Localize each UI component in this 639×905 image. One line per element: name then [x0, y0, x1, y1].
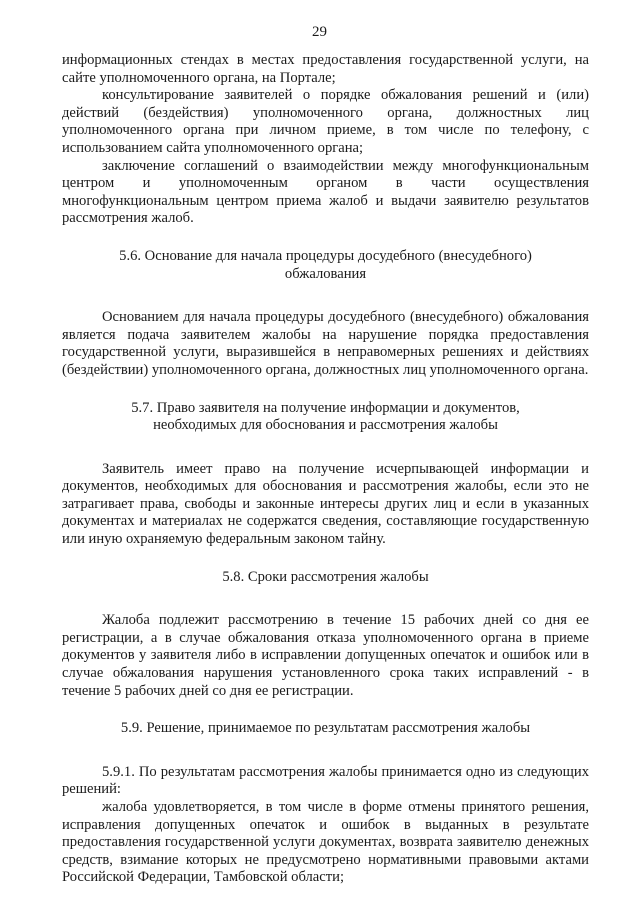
page-number: 29: [312, 24, 327, 40]
paragraph-agreements: заключение соглашений о взаимодействии между многофункциональным центром и уполномоченным органом в части осуществления многофункциональным центром приема жалоб и выдачи заявителю результатов рассмотрения жалоб.: [62, 157, 589, 227]
heading-5-7: 5.7. Право заявителя на получение информации и документов, необходимых для обоснования и рассмотрения жалобы: [131, 399, 520, 434]
paragraph-5-9-1-satisfied: жалоба удовлетворяется, в том числе в форме отмены принятого решения, исправления допущенных опечаток и ошибок в выданных в результате предоставления государственной услуги документах, возврата заявителю денежных средств, взимание которых не предусмотрено нормативными правовыми актами Российской Федерации, Тамбовской области;: [62, 799, 589, 886]
paragraph-5-6: Основанием для начала процедуры досудебного (внесудебного) обжалования является подача заявителем жалобы на нарушение порядка предоставления государственной услуги, выразившейся в неправомерных решениях и действиях (бездействии) уполномоченного органа, должностных лиц уполномоченного органа.: [62, 309, 589, 378]
heading-5-8: 5.8. Сроки рассмотрения жалобы: [222, 568, 429, 585]
paragraph-5-7: Заявитель имеет право на получение исчерпывающей информации и документов, необходимых для обоснования и рассмотрения жалобы, если это не затрагивает права, свободы и законные интересы других лиц и если в указанных документах и материалах не содержатся сведения, составляющие государственную или иную охраняемую федеральным законом тайну.: [62, 460, 589, 548]
paragraph-5-9-1: 5.9.1. По результатам рассмотрения жалобы принимается одно из следующих решений:: [62, 763, 589, 798]
heading-5-9: 5.9. Решение, принимаемое по результатам рассмотрения жалобы: [120, 720, 531, 737]
paragraph-consulting: консультирование заявителей о порядке обжалования решений и (или) действий (бездействия) уполномоченного органа, должностных лиц уполномоченного органа при личном приеме, в том числе по телефону, с использованием сайта уполномоченного органа;: [62, 87, 589, 156]
paragraph-info-stands: информационных стендах в местах предоставления государственной услуги, на сайте уполномоченного органа, на Портале;: [62, 52, 589, 86]
document-body: [62, 52, 589, 887]
heading-5-6: 5.6. Основание для начала процедуры досудебного (внесудебного) обжалования: [119, 247, 532, 282]
paragraph-5-8: Жалоба подлежит рассмотрению в течение 15 рабочих дней со дня ее регистрации, а в случае обжалования отказа уполномоченного органа в приеме документов у заявителя либо в исправлении допущенных опечаток и ошибок или в случае обжалования нарушения установленного срока таких исправлений - в течение 5 рабочих дней со дня ее регистрации.: [62, 612, 589, 699]
